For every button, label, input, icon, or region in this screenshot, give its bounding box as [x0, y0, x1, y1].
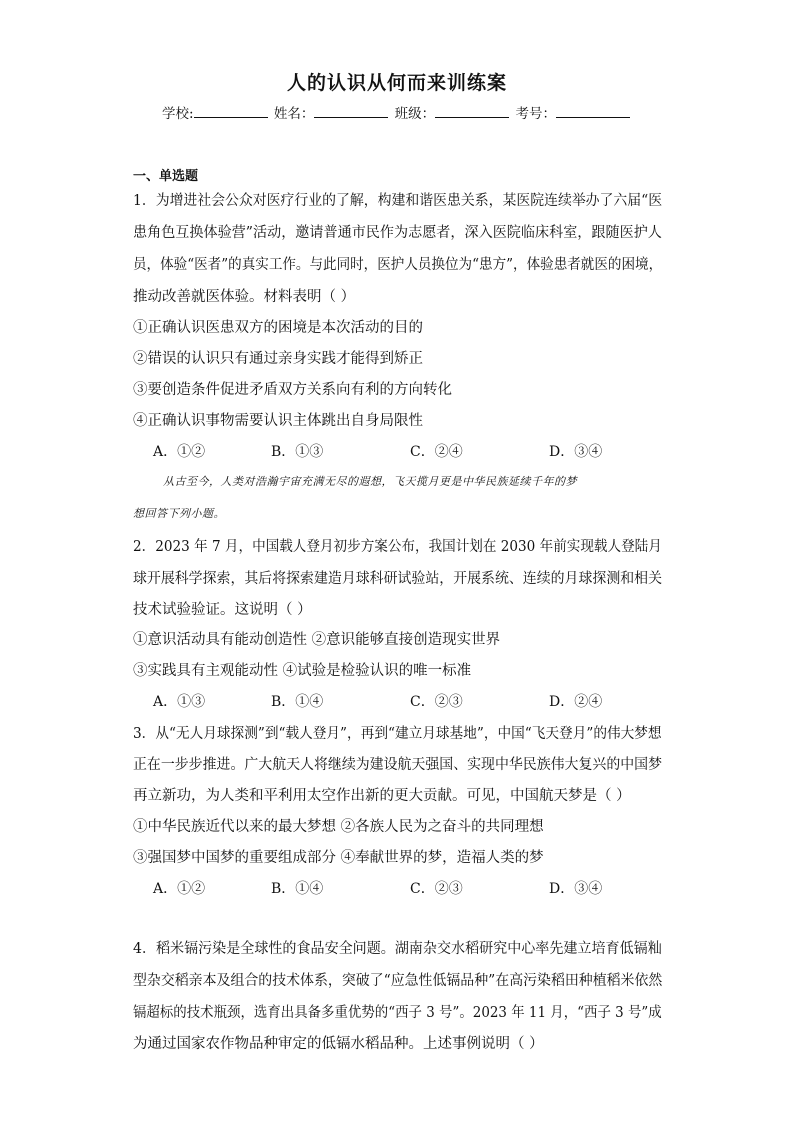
q3-stem-line: 正在一步步推进。广大航天人将继续为建设航天强国、实现中华民族伟大复兴的中国梦 [133, 757, 663, 773]
q2-option-d[interactable]: D．②④ [549, 694, 603, 710]
class-label: 班级： [394, 106, 436, 122]
q2-option-c[interactable]: C．②③ [410, 694, 463, 710]
q4-stem-line: 型杂交稻亲本及组合的技术体系，突破了“应急性低镉品种”在高污染稻田种植稻米依然 [133, 973, 663, 989]
class-field[interactable] [435, 103, 509, 118]
exam-number-label: 考号： [515, 106, 556, 122]
school-field[interactable] [194, 103, 268, 118]
q3-option-a[interactable]: A．①② [153, 881, 206, 897]
q1-stem-line: 推动改善就医体验。材料表明（ ） [133, 289, 356, 305]
q1-option-c[interactable]: C．②④ [410, 444, 463, 460]
q2-stem-line: 球开展科学探索，其后将探索建造月球科研试验站，开展系统、连续的月球探测和相关 [133, 571, 663, 587]
q1-item: ②错误的认识只有通过亲身实践才能得到矫正 [133, 351, 423, 367]
q3-option-b[interactable]: B．①④ [271, 881, 324, 897]
q4-stem-line: 为通过国家农作物品种审定的低镉水稻品种。上述事例说明（ ） [133, 1036, 544, 1052]
page-title: 人的认识从何而来训练案 [286, 72, 507, 94]
q3-stem-line: 3．从“无人月球探测”到“载人登月”，再到“建立月球基地”，中国“飞天登月”的伟大梦想 [133, 726, 662, 742]
q1-option-d[interactable]: D．③④ [549, 444, 603, 460]
q2-stem-line: 技术试验验证。这说明（ ） [133, 602, 312, 618]
q4-stem-line: 镉超标的技术瓶颈，选育出具备多重优势的“西子 3 号”。2023 年 11 月，“西子 3 号”成 [133, 1005, 662, 1021]
q3-option-d[interactable]: D．③④ [549, 881, 603, 897]
q1-item: ④正确认识事物需要认识主体跳出自身局限性 [133, 413, 423, 429]
exam-number-field[interactable] [556, 103, 630, 118]
q2-stem-line: 2．2023 年 7 月，中国载人登月初步方案公布，我国计划在 2030 年前实现载人登陆月 [133, 539, 662, 555]
q1-stem-line: 患角色互换体验营”活动，邀请普通市民作为志愿者，深入医院临床科室，跟随医护人 [133, 225, 662, 241]
q1-option-b[interactable]: B．①③ [271, 444, 324, 460]
q1-item: ③要创造条件促进矛盾双方关系向有利的方向转化 [133, 382, 452, 398]
passage-line: 从古至今，人类对浩瀚宇宙充满无尽的遐想，飞天揽月更是中华民族延续千年的梦 [163, 475, 577, 488]
q3-item: ①中华民族近代以来的最大梦想 ②各族人民为之奋斗的共同理想 [133, 819, 544, 835]
q2-option-b[interactable]: B．①④ [271, 694, 324, 710]
name-label: 姓名： [273, 106, 315, 122]
q1-option-a[interactable]: A．①② [153, 444, 206, 460]
q3-item: ③强国梦中国梦的重要组成部分 ④奉献世界的梦，造福人类的梦 [133, 850, 544, 866]
q3-stem-line: 再立新功，为人类和平利用太空作出新的更大贡献。可见，中国航天梦是（ ） [133, 788, 631, 804]
student-info-row [0, 102, 794, 122]
q2-item: ①意识活动具有能动创造性 ②意识能够直接创造现实世界 [133, 632, 501, 648]
q3-option-c[interactable]: C．②③ [410, 881, 463, 897]
q2-option-a[interactable]: A．①③ [153, 694, 206, 710]
q1-item: ①正确认识医患双方的困境是本次活动的目的 [133, 320, 423, 336]
name-field[interactable] [314, 103, 388, 118]
passage-line: 想回答下列小题。 [133, 507, 225, 520]
q4-stem-line: 4．稻米镉污染是全球性的食品安全问题。湖南杂交水稻研究中心率先建立培育低镉籼 [133, 941, 662, 957]
q1-stem-line: 1．为增进社会公众对医疗行业的了解，构建和谐医患关系，某医院连续举办了六届“医 [133, 193, 663, 209]
q1-stem-line: 员，体验“医者”的真实工作。与此同时，医护人员换位为“患方”，体验患者就医的困境， [133, 257, 663, 273]
school-label: 学校: [162, 106, 194, 122]
section-heading: 一、单选题 [133, 169, 199, 184]
q2-item: ③实践具有主观能动性 ④试验是检验认识的唯一标准 [133, 663, 472, 679]
